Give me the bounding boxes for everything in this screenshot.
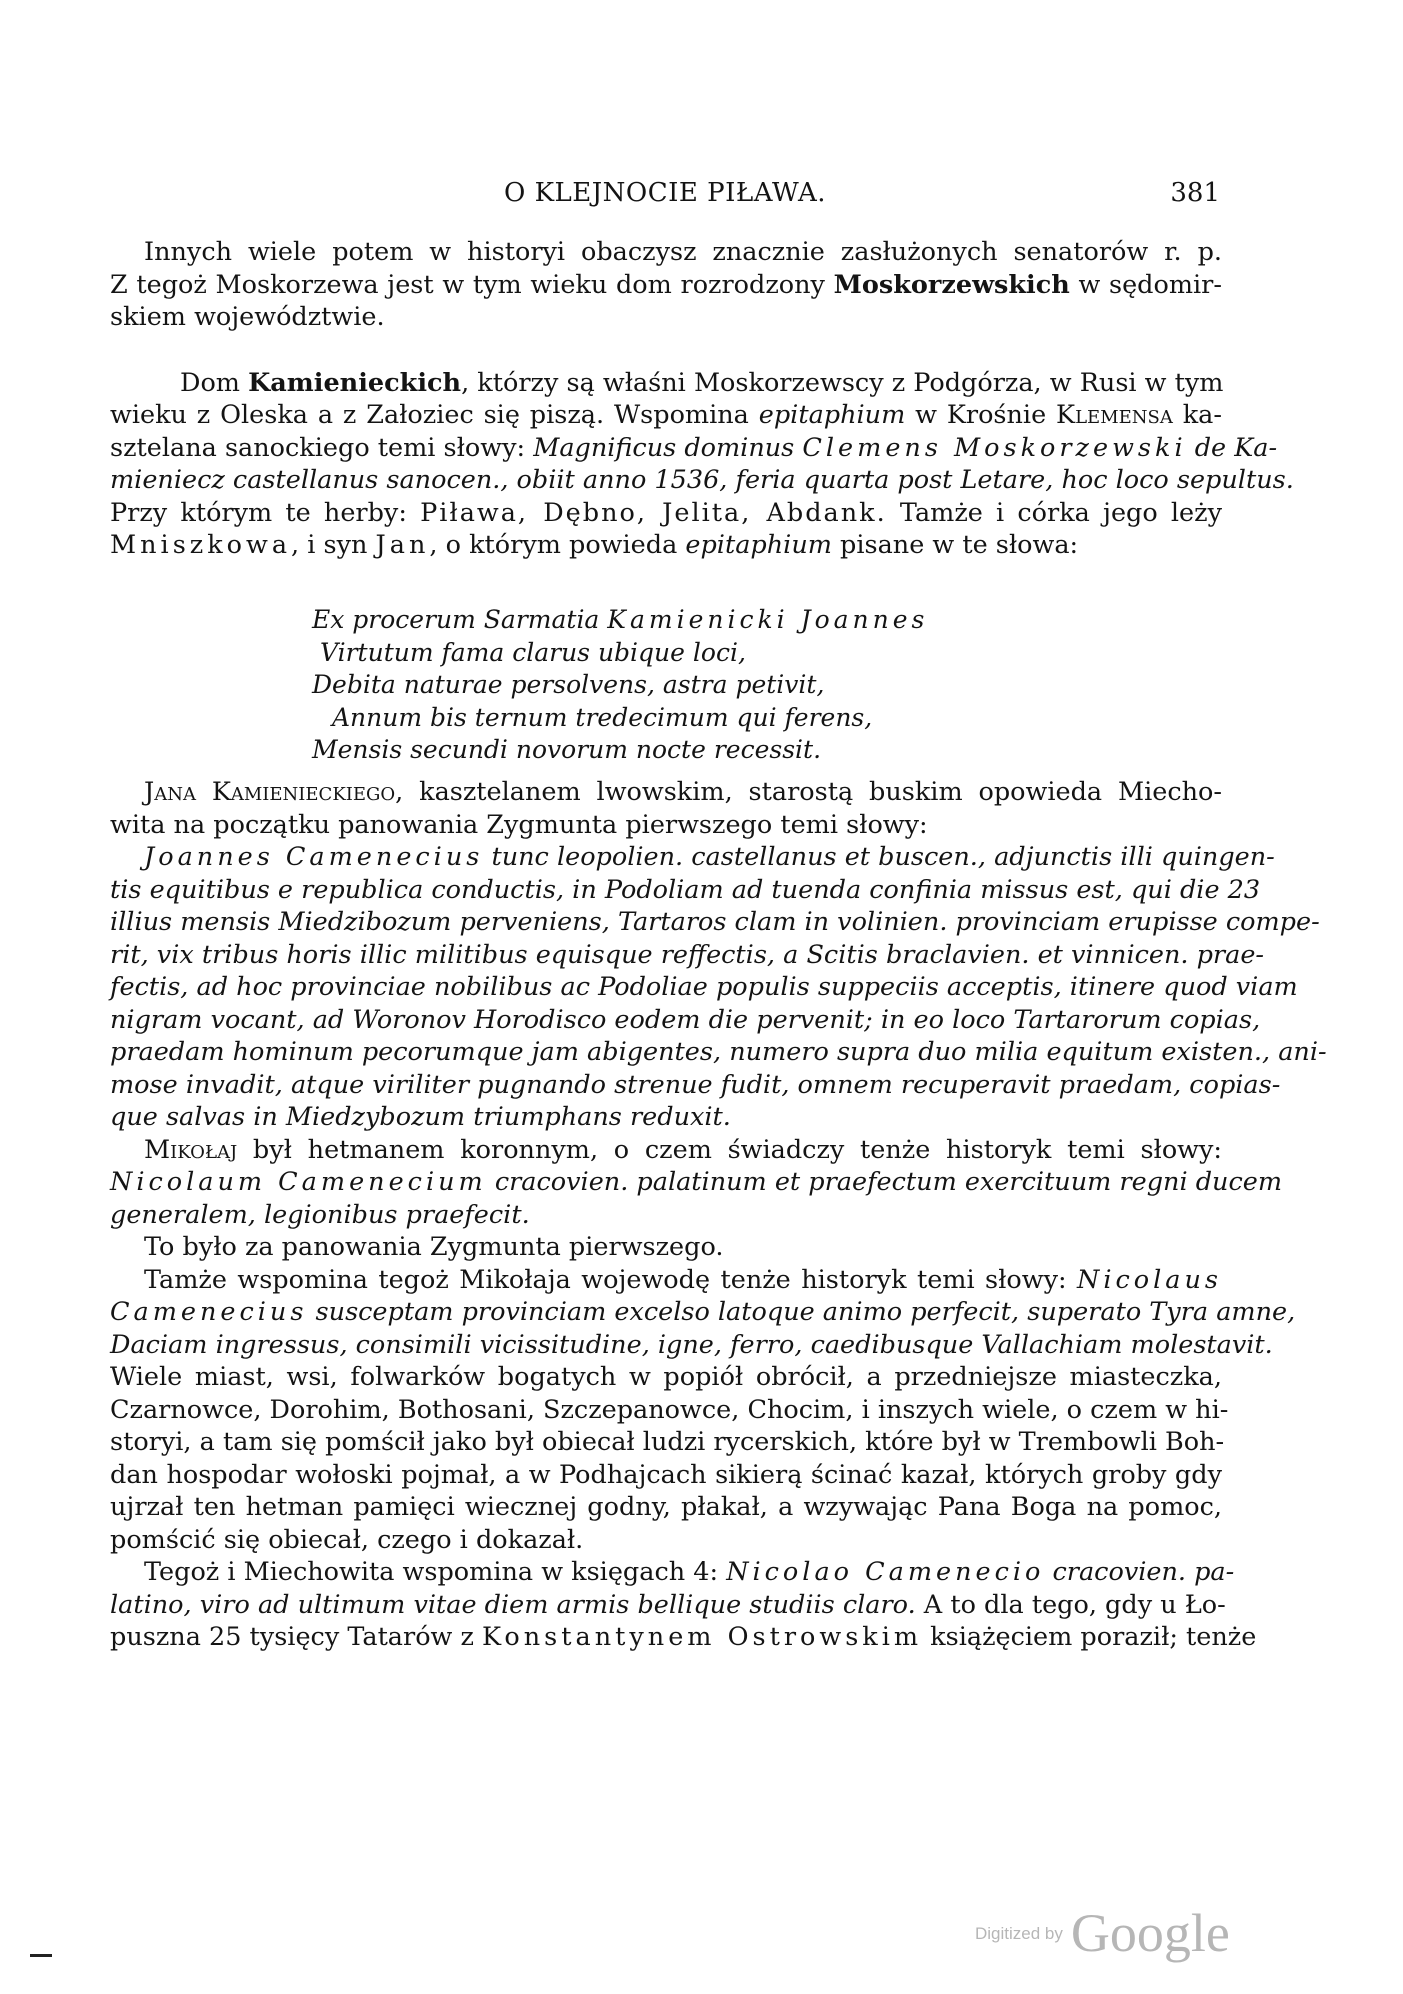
text-run: Wiele miast, wsi, folwarków bogatych w popiół obrócił, a przedniejsze miasteczka, — [110, 1362, 1222, 1392]
text-line — [110, 906, 1320, 939]
scan-edge-mark — [30, 1954, 52, 1957]
text-run: To było za panowania Zygmunta pierwszego. — [144, 1232, 724, 1262]
text-line — [110, 841, 1275, 874]
text-line — [110, 1134, 1222, 1167]
poem-line: Annum bis ternum tredecimum qui ferens, — [332, 702, 873, 732]
italic-run: de Ka- — [1186, 432, 1278, 463]
text-run: , kasztelanem lwowskim, starostą buskim opowieda Miecho- — [395, 777, 1222, 807]
spaced-arms-names: Piława, Dębno, Jelita, Abdank. — [420, 497, 887, 528]
text-line — [110, 1361, 1222, 1394]
text-run: wieku z Oleska a z Załoziec się piszą. Wspomina — [110, 400, 759, 430]
text-run: storyi, a tam się pomścił jako był obiecał ludzi rycerskich, które był w Trembowli Boh- — [110, 1427, 1225, 1457]
poem-line: Mensis secundi novorum nocte recessit. — [312, 735, 822, 764]
italic-run: tis equitibus e republica conductis, in Podoliam ad tuenda confinia missus est, qui die 23 — [110, 874, 1261, 905]
italic-run: Daciam ingressus, consimili vicissitudine, igne, ferro, caedibusque Vallachiam molestavit. — [110, 1329, 1273, 1360]
italic-run: epitaphium — [685, 530, 832, 560]
text-run: pisane w te słowa: — [831, 530, 1079, 560]
spaced-italic-name: Nicolaum Camenecium — [110, 1167, 487, 1197]
text-line — [110, 236, 1222, 269]
text-run: w Krośnie — [905, 400, 1057, 430]
watermark-small-text: Digitized by — [975, 1924, 1063, 1943]
spaced-name: Kamienicki Joannes — [607, 605, 929, 634]
text-run: książęciem poraził; tenże — [922, 1622, 1257, 1652]
text-run: puszna 25 tysięcy Tatarów z — [110, 1622, 483, 1652]
spaced-italic-name: Joannes Camenecius — [144, 842, 484, 872]
spaced-italic-name: Clemens Moskorzewski — [802, 432, 1187, 463]
text-run: Tamże wspomina tegoż Mikołaja wojewodę tenże historyk temi słowy: — [144, 1264, 1078, 1295]
poem-line: Debita naturae persolvens, astra petivit, — [312, 670, 825, 699]
italic-run: nigram vocant, ad Woronov Horodisco eodem die pervenit; in eo loco Tartarorum copias, — [110, 1004, 1261, 1035]
text-line — [110, 939, 1265, 972]
italic-run: tunc leopolien. castellanus et buscen., adjunctis illi quingen- — [483, 842, 1275, 872]
text-run: Czarnowce, Dorohim, Bothosani, Szczepanowce, Chocim, i inszych wiele, o czem w hi- — [110, 1394, 1229, 1425]
text-run: A to dla tego, gdy u Ło- — [915, 1589, 1226, 1620]
text-run: , którzy są właśni Moskorzewscy z Podgórza, w Rusi w tym — [461, 367, 1224, 398]
text-line — [110, 1101, 1222, 1134]
text-line — [110, 1491, 1222, 1524]
poem-line — [312, 604, 932, 637]
italic-run: cracovien. pa- — [1044, 1557, 1235, 1587]
text-line — [110, 367, 1222, 400]
italic-run: fectis, ad hoc provinciae nobilibus ac Podoliae populis suppeciis acceptis, itinere quod viam — [110, 972, 1298, 1002]
text-line — [110, 809, 1222, 842]
italic-run: illius mensis Miedzibozum perveniens, Tartaros clam in volinien. provinciam erupisse compe- — [110, 907, 1320, 937]
text-line — [110, 1264, 1222, 1297]
italic-run: mose invadit, atque viriliter pugnando strenue fudit, omnem recuperavit praedam, copias- — [110, 1069, 1281, 1100]
spaced-italic-name: Nicolao Camenecio — [726, 1557, 1045, 1587]
spaced-name: Jan — [375, 530, 430, 560]
text-line — [110, 971, 1298, 1004]
text-line — [110, 1426, 1225, 1459]
italic-run: praedam hominum pecorumque jam abigentes, numero supra duo milia equitum existen., ani- — [110, 1037, 1327, 1067]
text-line — [110, 1621, 1257, 1654]
text-line — [110, 1069, 1281, 1102]
text-line — [110, 1394, 1229, 1427]
text-run: , o którym powieda — [429, 530, 686, 560]
page-number: 381 — [1170, 178, 1220, 208]
text-line — [110, 1556, 1235, 1589]
text-run: skiem województwie. — [110, 302, 385, 332]
text-run: wita na początku panowania Zygmunta pierwszego temi słowy: — [110, 809, 928, 840]
poem-line: Virtutum fama clarus ubique loci, — [320, 637, 746, 667]
family-name-bold: Kamienieckich — [248, 367, 462, 398]
italic-run: mieniecz castellanus sanocen., obiit anno 1536, feria quarta post Letare, hoc loco sepultus. — [110, 465, 1294, 495]
text-line — [110, 529, 1222, 562]
family-name-bold: Moskorzewskich — [833, 269, 1070, 300]
spaced-italic-name: Camenecius — [110, 1297, 308, 1327]
text-line — [110, 1004, 1261, 1037]
text-line — [110, 269, 1222, 302]
text-run: Dom — [180, 367, 249, 398]
text-run: Innych wiele potem w historyi obaczysz znacznie zasłużonych senatorów r. p. — [144, 237, 1222, 267]
italic-run: Magnificus dominus — [533, 432, 803, 463]
text-line — [110, 464, 1294, 497]
text-line — [110, 1199, 1222, 1232]
text-run: pomścić się obiecał, czego i dokazał. — [110, 1524, 584, 1555]
running-title: O KLEJNOCIE PIŁAWA. — [504, 178, 826, 208]
text-line — [110, 1296, 1296, 1329]
italic-run: rit, vix tribus horis illic militibus equisque reffectis, a Scitis braclavien. et vinnicen. prae- — [110, 939, 1265, 970]
text-line — [110, 1166, 1283, 1199]
text-line — [110, 1329, 1273, 1362]
text-run: Przy którym te herby: — [110, 497, 421, 528]
epitaph-poem — [312, 604, 932, 767]
italic-run: susceptam provinciam excelso latoque animo perfecit, superato Tyra amne, — [307, 1297, 1296, 1327]
body-text-upper — [110, 236, 1294, 562]
digitized-by-google-watermark — [975, 1902, 1230, 1962]
text-run: Z tegoż Moskorzewa jest w tym wieku dom rozrodzony — [110, 269, 834, 300]
text-line — [110, 1524, 1222, 1557]
text-run: Ex procerum Sarmatia — [312, 605, 608, 634]
text-line — [110, 497, 1222, 530]
google-logo-text: Google — [1070, 1903, 1230, 1963]
text-run: był hetmanem koronnym, o czem świadczy tenże historyk temi słowy: — [237, 1134, 1222, 1165]
running-header — [110, 178, 1220, 218]
text-line — [110, 301, 1222, 334]
text-line — [110, 1231, 1222, 1264]
text-run: , i syn — [291, 530, 376, 560]
text-run: ka- — [1172, 400, 1222, 430]
italic-run: latino, viro ad ultimum vitae diem armis bellique studiis claro. — [110, 1589, 916, 1620]
text-line — [110, 776, 1222, 809]
body-text-lower — [110, 776, 1327, 1654]
text-line — [110, 1036, 1327, 1069]
text-line — [110, 1459, 1222, 1492]
text-run: Tegoż i Miechowita wspomina w księgach 4: — [144, 1557, 727, 1587]
italic-run: generalem, legionibus praefecit. — [110, 1199, 530, 1230]
text-line — [110, 432, 1278, 465]
small-caps-name: Mikołaj — [144, 1134, 238, 1165]
text-run: w sędomir- — [1069, 269, 1222, 300]
text-line — [110, 874, 1261, 907]
spaced-name: Mniszkowa — [110, 530, 292, 560]
text-run: ujrzał ten hetman pamięci wiecznej godny, płakał, a wzywając Pana Boga na pomoc, — [110, 1492, 1222, 1522]
text-line — [110, 1589, 1226, 1622]
italic-run: epitaphium — [758, 400, 906, 430]
text-run: Tamże i córka jego leży — [886, 497, 1222, 528]
text-run: dan hospodar wołoski pojmał, a w Podhajcach sikierą ścinać kazał, których groby gdy — [110, 1459, 1222, 1490]
small-caps-name: Klemensa — [1056, 400, 1173, 430]
text-run: sztelana sanockiego temi słowy: — [110, 432, 534, 463]
small-caps-name: Jana Kamienieckiego — [144, 777, 396, 807]
italic-run: cracovien. palatinum et praefectum exercituum regni ducem — [486, 1167, 1283, 1197]
text-line — [110, 399, 1222, 432]
spaced-name: Konstantynem Ostrowskim — [482, 1622, 923, 1652]
italic-run: que salvas in Miedzybozum triumphans reduxit. — [110, 1102, 731, 1132]
spaced-italic-name: Nicolaus — [1077, 1264, 1222, 1295]
